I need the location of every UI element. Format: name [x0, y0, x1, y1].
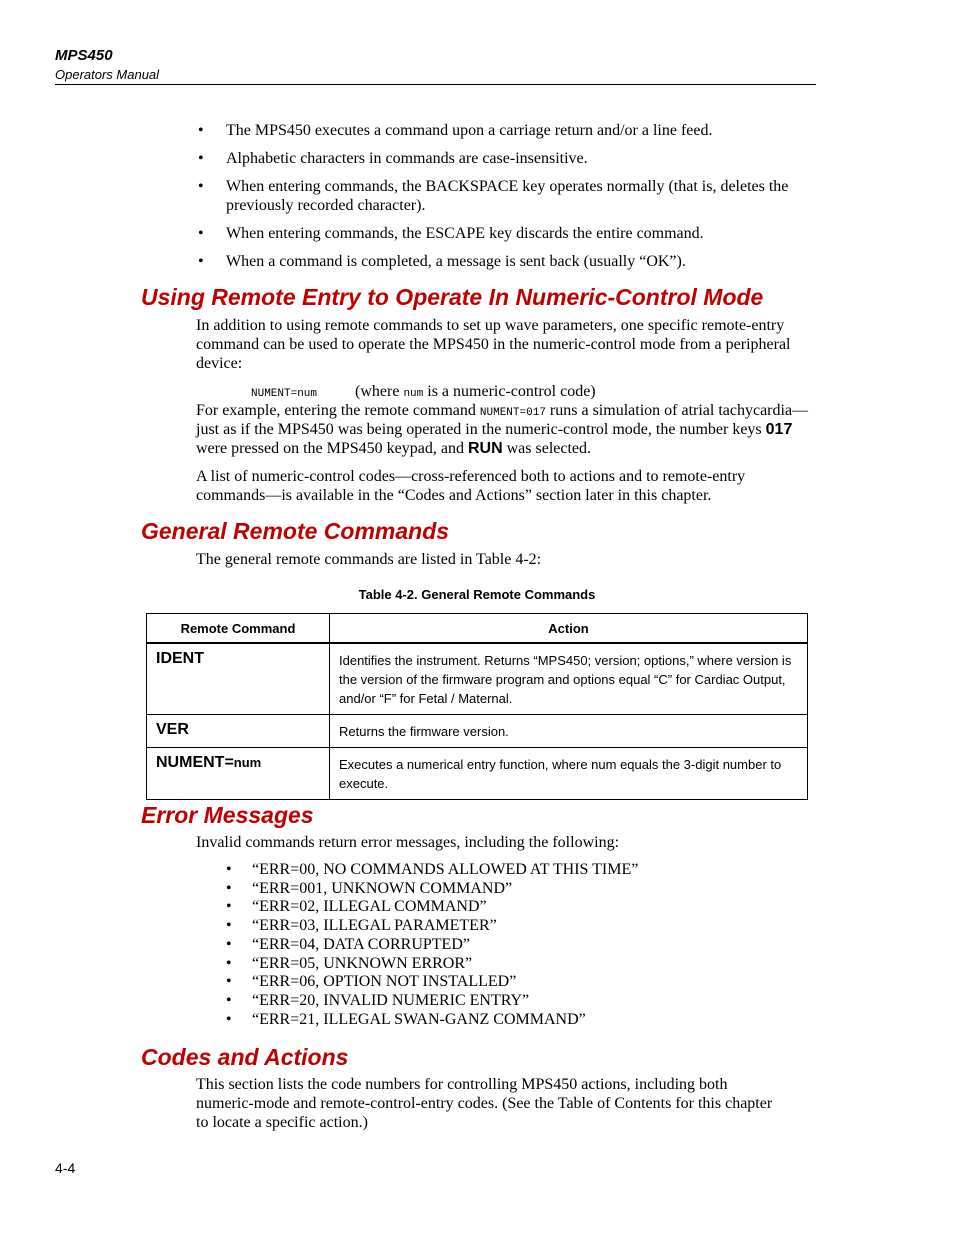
- column-header: Remote Command: [147, 614, 330, 644]
- action-cell: Executes a numerical entry function, where num equals the 3-digit number to execute.: [330, 748, 808, 800]
- command-name: VER: [156, 721, 189, 738]
- example-run-key: RUN: [467, 440, 503, 457]
- codes-paragraph: This section lists the code numbers for controlling MPS450 actions, including both numeric-mode and remote-control-entry codes. (See the Table of Contents for this chapter to locate a specific action.): [196, 1076, 773, 1131]
- example-text: For example, entering the remote command: [196, 402, 480, 419]
- syntax-where-code: num: [403, 388, 424, 400]
- section-heading-codes-actions: Codes and Actions: [141, 1044, 349, 1070]
- command-name: IDENT: [156, 650, 204, 667]
- table-row: [147, 748, 808, 800]
- example-text: runs a simulation of atrial tachycardia—just as if the MPS450 was being operated in the numeric-control mode, the number keys: [196, 402, 809, 438]
- command-suffix: num: [233, 755, 262, 770]
- general-intro-paragraph: The general remote commands are listed in Table 4-2:: [196, 551, 542, 568]
- command-cell: [147, 715, 330, 748]
- table-row: [147, 643, 808, 715]
- syntax-where-pre: (where: [355, 383, 404, 400]
- list-item: • “ERR=06, OPTION NOT INSTALLED”: [224, 973, 638, 992]
- action-cell: Returns the firmware version.: [330, 715, 808, 748]
- intro-bullet-list: [196, 121, 816, 271]
- numeric-intro-paragraph: In addition to using remote commands to set up wave parameters, one specific remote-entry command can be used to operate the MPS450 in the numeric-control mode from a peripheral device:: [196, 317, 791, 372]
- syntax-line: [251, 382, 811, 401]
- list-item: • “ERR=00, NO COMMANDS ALLOWED AT THIS TIME”: [224, 861, 638, 880]
- table-caption: Table 4-2. General Remote Commands: [358, 587, 596, 602]
- header-rule: [55, 84, 816, 85]
- section-heading-general-commands: General Remote Commands: [141, 518, 450, 544]
- action-cell: Identifies the instrument. Returns “MPS450; version; options,” where version is the version of the firmware program and options equal “C” for Cardiac Output, and/or “F” for Fetal / Maternal.: [330, 643, 808, 715]
- list-item: • “ERR=21, ILLEGAL SWAN-GANZ COMMAND”: [224, 1011, 638, 1030]
- example-code: NUMENT=017: [479, 407, 546, 419]
- errors-intro-paragraph: Invalid commands return error messages, including the following:: [196, 834, 620, 851]
- list-item: • “ERR=20, INVALID NUMERIC ENTRY”: [224, 992, 638, 1011]
- example-text: was selected.: [502, 440, 592, 457]
- list-item: • Alphabetic characters in commands are case-insensitive.: [196, 149, 816, 168]
- column-header: Action: [330, 614, 808, 644]
- table-header-row: [147, 614, 808, 644]
- example-paragraph: [196, 401, 811, 458]
- error-message-list: [224, 861, 638, 1029]
- section-heading-error-messages: Error Messages: [141, 802, 314, 828]
- list-item: • “ERR=03, ILLEGAL PARAMETER”: [224, 917, 638, 936]
- syntax-where-post: is a numeric-control code): [423, 383, 596, 400]
- list-item: • “ERR=04, DATA CORRUPTED”: [224, 936, 638, 955]
- list-item: • When entering commands, the BACKSPACE key operates normally (that is, deletes the previously recorded character).: [196, 177, 816, 215]
- running-header-subtitle: Operators Manual: [55, 67, 160, 82]
- command-cell: [147, 748, 330, 800]
- codes-reference-paragraph: A list of numeric-control codes—cross-referenced both to actions and to remote-entry commands—is available in the “Codes and Actions” section later in this chapter.: [196, 468, 746, 504]
- running-header-title: MPS450: [55, 47, 113, 64]
- general-commands-table: [146, 613, 808, 800]
- page-number: 4-4: [55, 1160, 76, 1176]
- example-keys: 017: [765, 421, 793, 438]
- list-item: • When entering commands, the ESCAPE key discards the entire command.: [196, 224, 816, 243]
- section-heading-numeric-control: Using Remote Entry to Operate In Numeric-Control Mode: [141, 284, 764, 310]
- list-item: • “ERR=05, UNKNOWN ERROR”: [224, 955, 638, 974]
- command-name: NUMENT=: [156, 754, 234, 771]
- list-item: • The MPS450 executes a command upon a carriage return and/or a line feed.: [196, 121, 816, 140]
- command-cell: [147, 643, 330, 715]
- example-text: were pressed on the MPS450 keypad, and: [196, 440, 468, 457]
- list-item: • “ERR=02, ILLEGAL COMMAND”: [224, 898, 638, 917]
- list-item: • “ERR=001, UNKNOWN COMMAND”: [224, 880, 638, 899]
- list-item: • When a command is completed, a message is sent back (usually “OK”).: [196, 252, 816, 271]
- syntax-code: NUMENT=num: [251, 388, 318, 400]
- table-row: [147, 715, 808, 748]
